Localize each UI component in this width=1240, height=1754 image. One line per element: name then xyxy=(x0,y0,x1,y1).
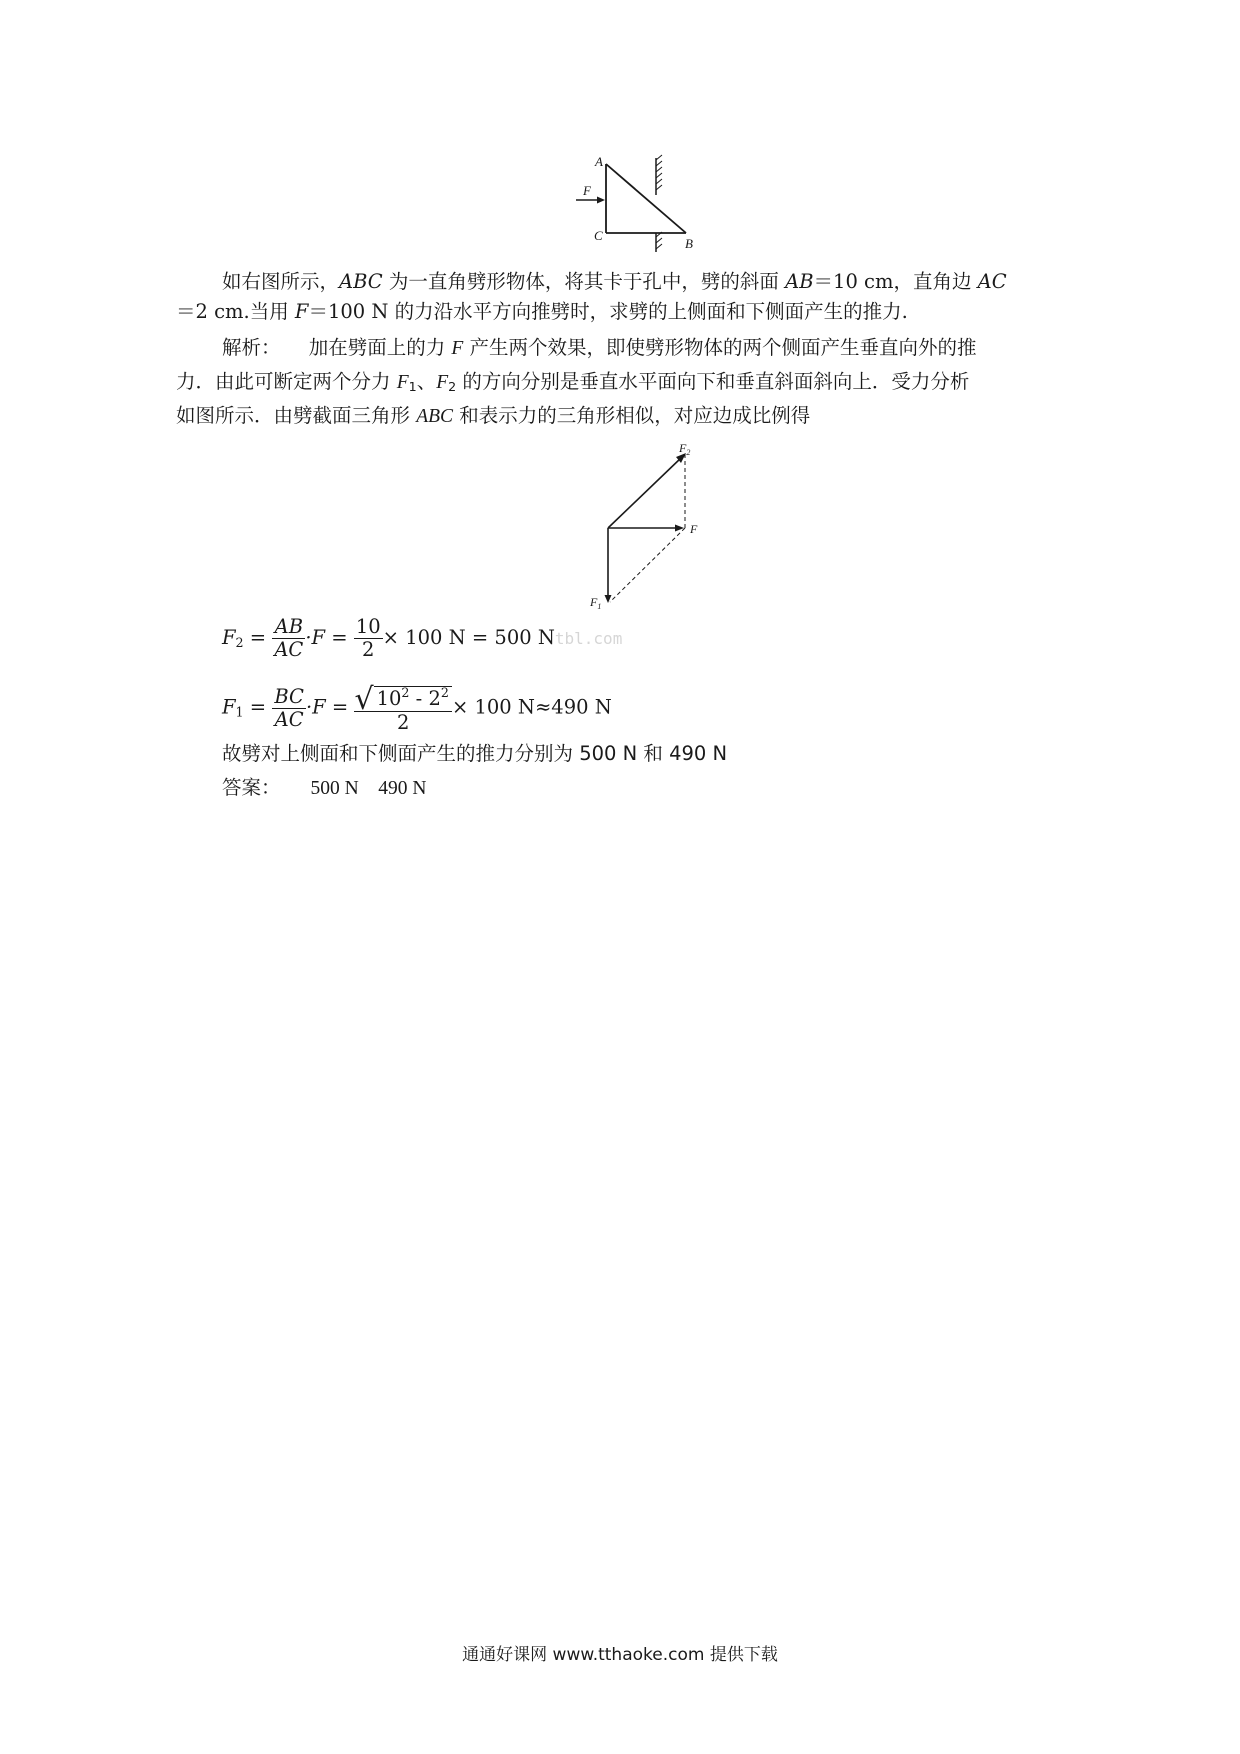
fraction-bc-ac: $\frac{BC}{AC}$ xyxy=(274,684,304,731)
label-B: B xyxy=(685,236,693,251)
label-A: A xyxy=(595,154,603,169)
watermark-text: tbl.com xyxy=(554,629,623,648)
equation-f1: $F_1$ = $\frac{BC}{AC}$ ·F = $\frac{√ 10^2 - 2^2}{2}$ × 100 N≈490 N xyxy=(222,682,612,734)
fraction-sqrt: $\frac{√ 10^2 - 2^2}{2}$ xyxy=(354,682,452,734)
label-F: F xyxy=(690,522,698,536)
analysis-label: 解析： xyxy=(222,336,281,359)
analysis-line-3: 如图所示．由劈截面三角形 ABC 和表示力的三角形相似，对应边成比例得 xyxy=(176,404,811,427)
wedge-diagram xyxy=(570,148,720,254)
analysis-line-2: 力．由此可断定两个分力 $F_1$、$F_2$ 的方向分别是垂直水平面向下和垂直斜面斜向上．受力分析 xyxy=(176,370,970,394)
label-F2: $F_2$ xyxy=(679,441,691,457)
fraction-ab-ac: $\frac{AB}{AC}$ xyxy=(274,615,304,661)
force-diagram xyxy=(580,440,720,610)
answer-value: 500 N 490 N xyxy=(310,778,427,799)
equation-f2: $F_2$ = $\frac{AB}{AC}$ ·F = $\frac{10}{2}$ × 100 N = 500 Ntbl.com xyxy=(222,615,623,661)
analysis-line-1: 解析： 加在劈面上的力 F 产生两个效果，即使劈形物体的两个侧面产生垂直向外的推 xyxy=(222,336,977,359)
label-F1: $F_1$ xyxy=(590,595,602,610)
fraction-10-2: $\frac{10}{2}$ xyxy=(355,615,381,661)
answer-line xyxy=(222,774,426,803)
problem-line-2: ＝2 cm.当用 F＝100 N 的力沿水平方向推劈时，求劈的上侧面和下侧面产生的推力. xyxy=(176,300,908,323)
label-C: C xyxy=(594,228,603,243)
label-F: F xyxy=(583,183,591,198)
footer-text: 通通好课网 www.tthaoke.com 提供下载 xyxy=(462,1645,778,1665)
conclusion-text: 故劈对上侧面和下侧面产生的推力分别为 500 N 和 490 N xyxy=(222,742,728,765)
answer-label: 答案： xyxy=(222,776,281,799)
problem-line-1: 如右图所示，ABC 为一直角劈形物体，将其卡于孔中，劈的斜面 AB＝10 cm，直角边 AC xyxy=(222,270,1007,293)
